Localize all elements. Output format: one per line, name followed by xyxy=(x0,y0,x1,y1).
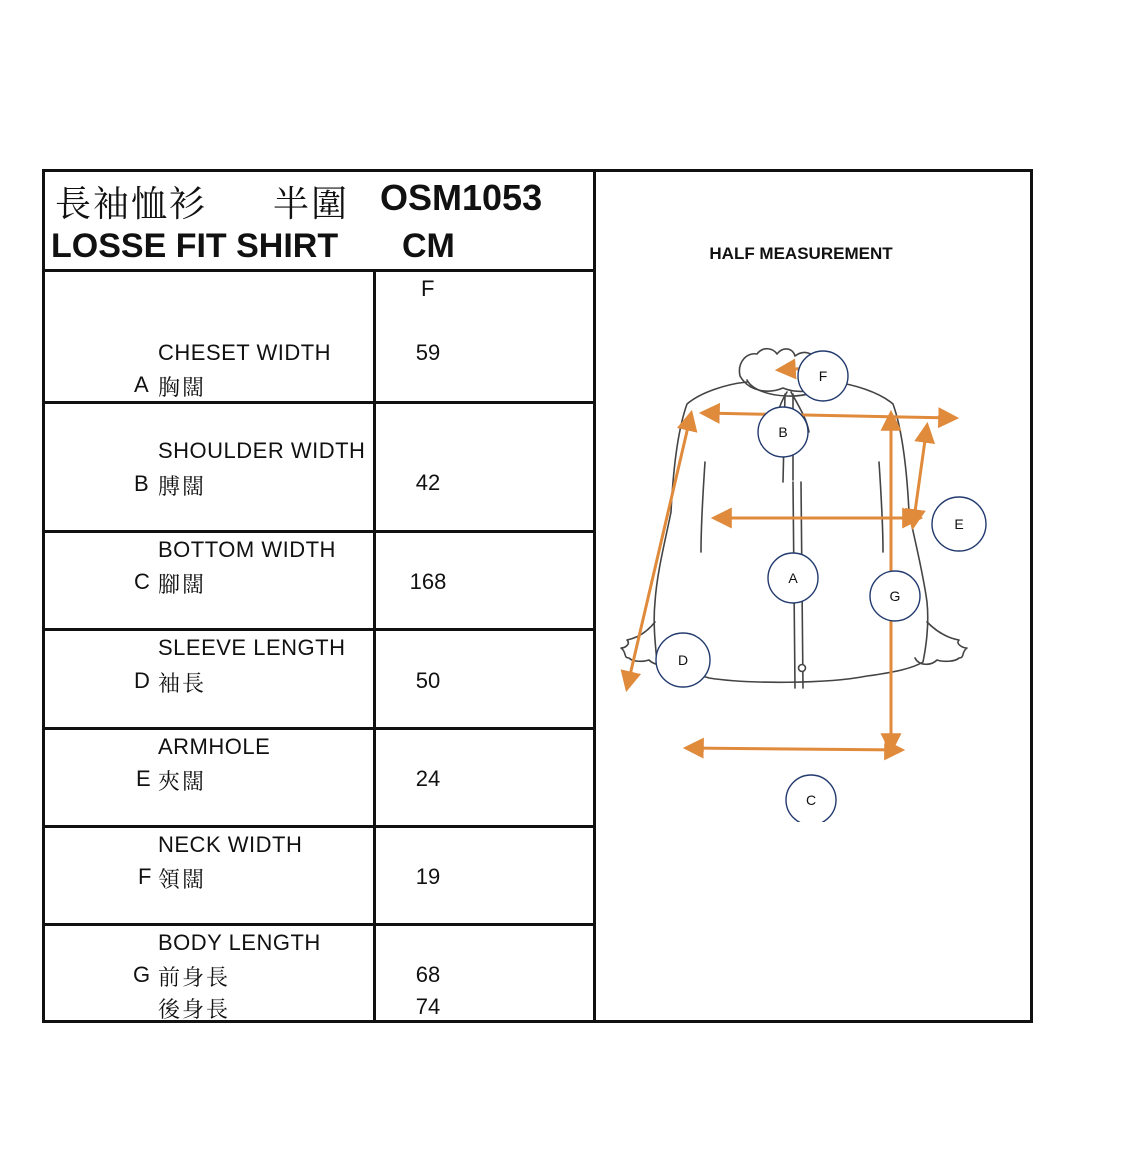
divider-row xyxy=(45,401,594,404)
row-d-zh: 袖長 xyxy=(158,672,207,697)
row-d-letter: D xyxy=(134,668,150,693)
row-f-name: NECK WIDTH xyxy=(158,832,303,857)
row-f-letter: F xyxy=(138,864,152,889)
row-b-value: 42 xyxy=(415,470,441,495)
unit-label: CM xyxy=(402,227,455,265)
row-e-letter: E xyxy=(136,766,151,791)
arrow-c xyxy=(687,748,901,750)
divider-row xyxy=(45,923,594,926)
title-chinese: 長袖恤衫 xyxy=(55,184,208,225)
shirt-diagram xyxy=(597,322,993,822)
arrow-b xyxy=(703,413,955,418)
marker-b-label: B xyxy=(778,424,788,440)
marker-f-label: F xyxy=(818,368,828,384)
half-measurement-label: HALF MEASUREMENT xyxy=(709,244,893,263)
button xyxy=(799,665,806,672)
row-f-value: 19 xyxy=(415,864,441,889)
size-chart xyxy=(42,169,1033,1023)
marker-e-label: E xyxy=(954,516,964,532)
row-b-name: SHOULDER WIDTH xyxy=(158,438,366,463)
row-a-zh: 胸闊 xyxy=(158,376,207,401)
right-cuff xyxy=(915,622,967,664)
divider-main xyxy=(593,172,596,1020)
marker-c-label: C xyxy=(805,792,817,808)
row-g-value-front: 68 xyxy=(415,962,441,987)
arrow-e xyxy=(913,426,927,526)
title-chinese-measure: 半圍 xyxy=(273,184,350,225)
marker-g-label: G xyxy=(889,588,901,604)
divider-values xyxy=(373,270,376,1020)
divider-row xyxy=(45,628,594,631)
divider-row xyxy=(45,530,594,533)
divider-row xyxy=(45,727,594,730)
row-g-value-back: 74 xyxy=(415,994,441,1019)
row-g-zh-back: 後身長 xyxy=(158,998,231,1023)
row-g-letter: G xyxy=(133,962,151,987)
row-e-name: ARMHOLE xyxy=(158,734,271,759)
row-d-name: SLEEVE LENGTH xyxy=(158,635,346,660)
row-a-letter: A xyxy=(134,372,149,397)
row-b-zh: 膊闊 xyxy=(158,475,207,500)
row-b-letter: B xyxy=(134,471,149,496)
row-e-value: 24 xyxy=(415,766,441,791)
divider-header xyxy=(45,269,594,272)
row-c-name: BOTTOM WIDTH xyxy=(158,537,336,562)
title-english: LOSSE FIT SHIRT xyxy=(51,227,339,265)
row-d-value: 50 xyxy=(415,668,441,693)
row-a-name: CHESET WIDTH xyxy=(158,340,332,365)
size-header: F xyxy=(421,276,435,301)
row-g-name: BODY LENGTH xyxy=(158,930,321,955)
marker-d-label: D xyxy=(677,652,689,668)
row-a-value: 59 xyxy=(415,340,441,365)
row-e-zh: 夾闊 xyxy=(158,770,207,795)
marker-a-label: A xyxy=(788,570,798,586)
row-c-zh: 腳闊 xyxy=(158,573,207,598)
row-g-zh-front: 前身長 xyxy=(158,966,231,991)
style-code: OSM1053 xyxy=(380,177,543,218)
row-c-value: 168 xyxy=(409,569,447,594)
row-c-letter: C xyxy=(134,569,150,594)
row-f-zh: 領闊 xyxy=(158,868,207,893)
divider-row xyxy=(45,825,594,828)
